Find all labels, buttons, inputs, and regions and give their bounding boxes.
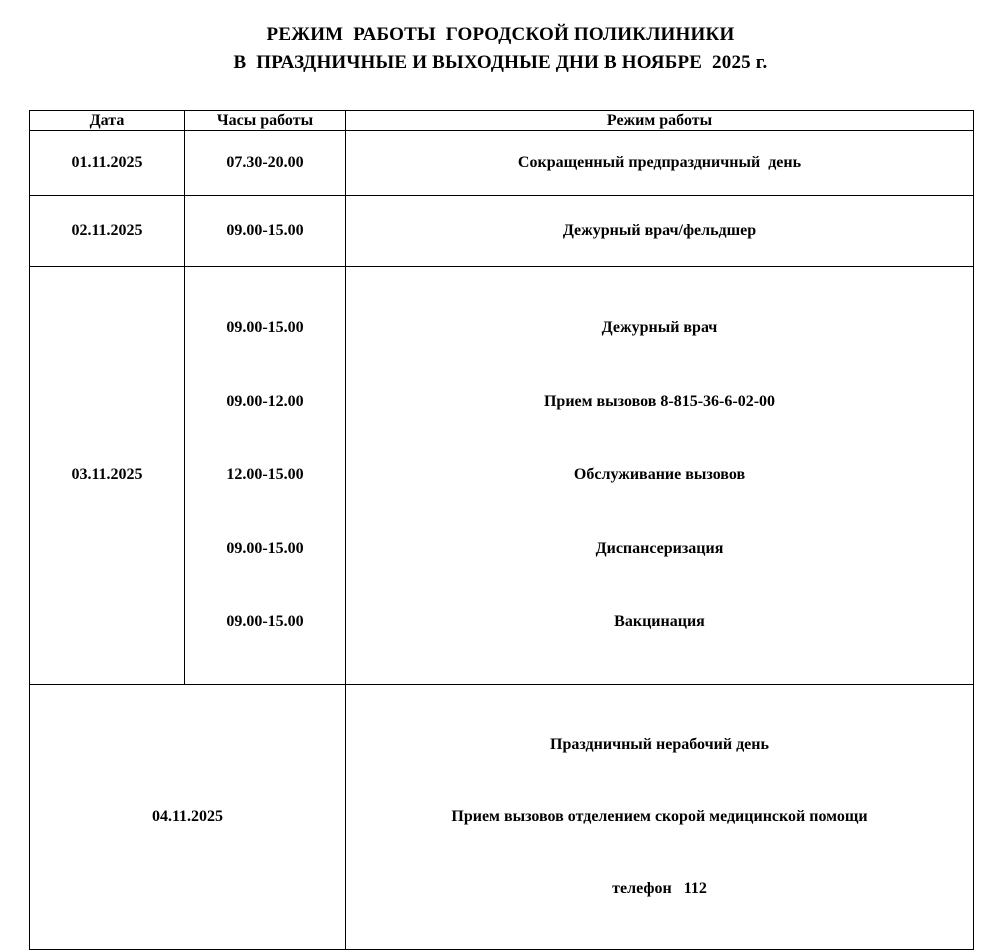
date-cell: 02.11.2025 <box>30 196 185 267</box>
hours-line: 09.00-15.00 <box>226 613 304 630</box>
header-mode: Режим работы <box>346 111 974 131</box>
mode-cell <box>346 684 974 949</box>
mode-line: Вакцинация <box>614 613 705 630</box>
header-date: Дата <box>30 111 185 131</box>
schedule-table <box>29 110 974 950</box>
mode-cell: Дежурный врач/фельдшер <box>346 196 974 267</box>
hours-cell <box>185 267 346 685</box>
header-hours: Часы работы <box>185 111 346 131</box>
table-row <box>30 684 974 949</box>
page-title-line-2: В ПРАЗДНИЧНЫЕ И ВЫХОДНЫЕ ДНИ В НОЯБРЕ 2025 г. <box>233 52 768 73</box>
mode-line: Прием вызовов 8-815-36-6-02-00 <box>543 392 776 410</box>
hours-line: 09.00-15.00 <box>226 539 304 557</box>
date-cell: 03.11.2025 <box>30 267 185 685</box>
table-row <box>30 131 974 196</box>
table-header-row <box>30 111 974 131</box>
hours-line: 12.00-15.00 <box>226 466 304 483</box>
hours-cell: 09.00-15.00 <box>185 196 346 267</box>
date-cell: 01.11.2025 <box>30 131 185 196</box>
mode-line: Прием вызовов отделением скорой медицинской помощи <box>451 807 868 825</box>
mode-line: Диспансеризация <box>595 539 724 557</box>
hours-line: 09.00-12.00 <box>226 392 304 410</box>
hours-cell: 07.30-20.00 <box>185 131 346 196</box>
mode-line: Праздничный нерабочий день <box>550 735 769 753</box>
mode-cell: Сокращенный предпраздничный день <box>346 131 974 196</box>
hours-line: 09.00-15.00 <box>226 319 304 336</box>
table-row <box>30 196 974 267</box>
mode-cell <box>346 267 974 685</box>
mode-line: телефон 112 <box>612 879 707 897</box>
mode-line: Дежурный врач <box>601 319 718 336</box>
date-cell: 04.11.2025 <box>30 684 346 949</box>
mode-line: Обслуживание вызовов <box>573 466 746 483</box>
page-title-line-1: РЕЖИМ РАБОТЫ ГОРОДСКОЙ ПОЛИКЛИНИКИ <box>266 24 735 45</box>
table-row <box>30 267 974 685</box>
